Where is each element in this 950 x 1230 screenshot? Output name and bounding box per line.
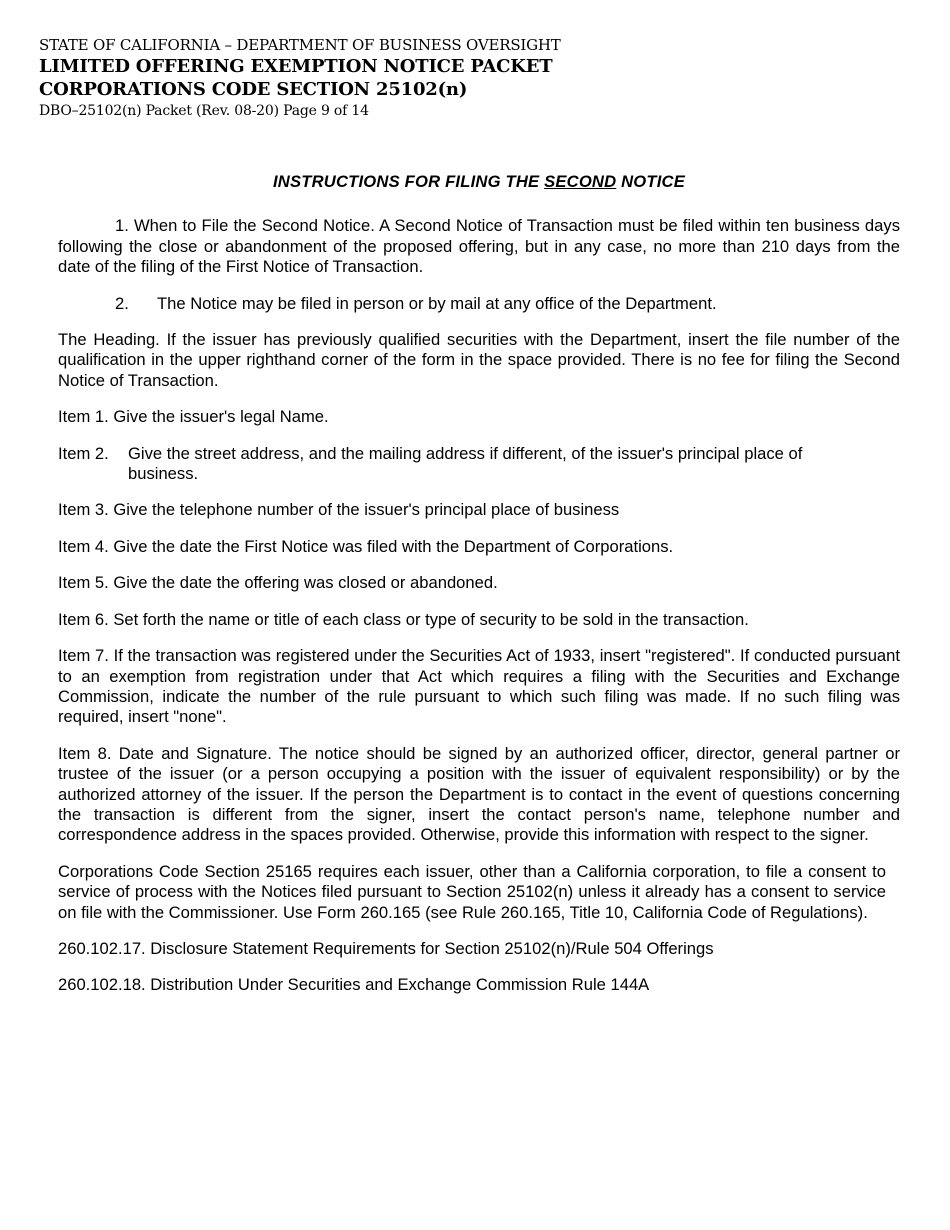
filing-method-paragraph bbox=[58, 294, 900, 314]
heading-prefix: INSTRUCTIONS FOR FILING THE bbox=[273, 172, 545, 191]
rule-260-102-18: 260.102.18. Distribution Under Securities and Exchange Commission Rule 144A bbox=[58, 975, 650, 995]
instructions-heading bbox=[58, 172, 900, 192]
item-4-paragraph: Item 4. Give the date the First Notice was filed with the Department of Corporations. bbox=[58, 536, 674, 556]
when-to-file-paragraph: 1. When to File the Second Notice. A Second Notice of Transaction must be filed within ten business days following the close or abandonment of the proposed offering, but in any case, no more than 210 days from the date of the filing of the First Notice of Transaction. bbox=[58, 216, 900, 277]
heading-underlined-word: SECOND bbox=[544, 172, 617, 191]
item-5-paragraph: Item 5. Give the date the offering was closed or abandoned. bbox=[58, 573, 498, 593]
rule-260-102-17: 260.102.17. Disclosure Statement Requirements for Section 25102(n)/Rule 504 Offerings bbox=[58, 938, 714, 958]
item-6-paragraph: Item 6. Set forth the name or title of each class or type of security to be sold in the transaction. bbox=[58, 609, 749, 629]
document-header bbox=[39, 35, 561, 121]
instructions-body bbox=[58, 172, 900, 1012]
packet-title: LIMITED OFFERING EXEMPTION NOTICE PACKET bbox=[39, 56, 553, 77]
item-7-paragraph: Item 7. If the transaction was registered under the Securities Act of 1933, insert "registered". If conducted pursuant to an exemption from registration under that Act which requires a filing with the Securities and Exchange Commission, indicate the number of the rule pursuant to which such filing was made. If no such filing was required, insert "none". bbox=[58, 646, 900, 727]
agency-line: STATE OF CALIFORNIA – DEPARTMENT OF BUSINESS OVERSIGHT bbox=[39, 36, 561, 54]
item-2-paragraph bbox=[58, 444, 900, 485]
code-section-title: CORPORATIONS CODE SECTION 25102(n) bbox=[39, 79, 468, 100]
corporations-code-paragraph: Corporations Code Section 25165 requires each issuer, other than a California corporation, to file a consent to service of process with the Notices filed pursuant to Section 25102(n) unless it already has a consent to service on file with the Commissioner. Use Form 260.165 (see Rule 260.165, Title 10, California Code of Regulations). bbox=[58, 861, 886, 922]
item-2-text: Give the street address, and the mailing address if different, of the issuer's principal place of business. bbox=[128, 443, 803, 484]
heading-suffix: NOTICE bbox=[616, 172, 685, 191]
item-8-paragraph: Item 8. Date and Signature. The notice should be signed by an authorized officer, director, general partner or trustee of the issuer (or a person occupying a position with the issuer of equivalent responsibility) or by the authorized attorney of the issuer. If the person the Department is to contact in the event of questions concerning the transaction is different from the signer, insert the contact person's name, telephone number and correspondence address in the spaces provided. Otherwise, provide this information with respect to the signer. bbox=[58, 743, 900, 845]
item-number: 2. bbox=[115, 293, 129, 313]
filing-method-text: The Notice may be filed in person or by mail at any office of the Department. bbox=[157, 293, 717, 313]
item-3-paragraph: Item 3. Give the telephone number of the issuer's principal place of business bbox=[58, 500, 620, 520]
item-2-label: Item 2. bbox=[58, 443, 109, 463]
form-identifier: DBO–25102(n) Packet (Rev. 08-20) Page 9 of 14 bbox=[39, 103, 369, 119]
item-1-paragraph: Item 1. Give the issuer's legal Name. bbox=[58, 407, 329, 427]
heading-instructions-paragraph: The Heading. If the issuer has previously qualified securities with the Department, insert the file number of the qualification in the upper righthand corner of the form in the space provided. There is no fee for filing the Second Notice of Transaction. bbox=[58, 330, 900, 390]
